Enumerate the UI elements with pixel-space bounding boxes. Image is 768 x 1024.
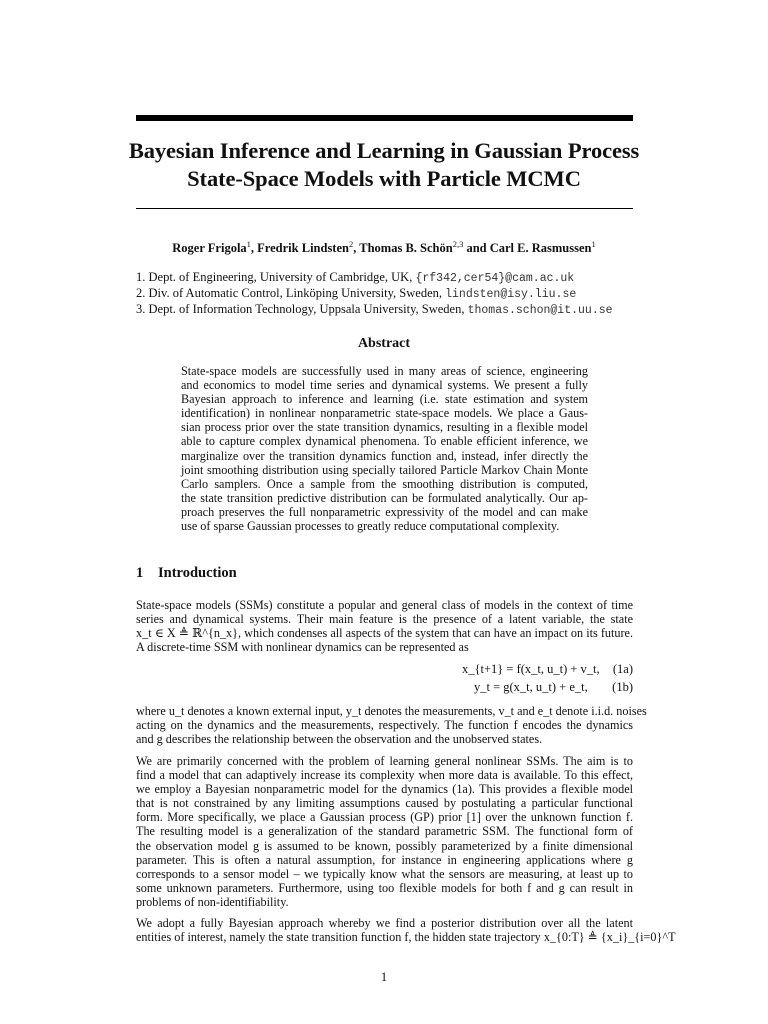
abstract-line: marginalize over the transition dynamics function and, instead, infer directly the — [181, 448, 588, 463]
paragraph-3 — [136, 754, 633, 909]
paragraph-1 — [136, 598, 633, 654]
paragraph-line: and g describes the relationship between the observation and the unobserved states. — [136, 732, 543, 747]
equation-label: (1a) — [612, 662, 633, 676]
affiliation-text: 2. Div. of Automatic Control, Linköping University, Sweden, — [136, 286, 446, 300]
paragraph-line: State-space models (SSMs) constitute a popular and general class of models in the context of time — [136, 598, 633, 612]
paragraph-line: corresponds to a sensor model – we typically know what the sensors are measuring, at least up to — [136, 866, 633, 881]
title-bottom-rule — [136, 208, 633, 209]
equation-expression: y_t = g(x_t, u_t) + e_t, — [474, 680, 588, 694]
paragraph-line: problems of non-identifiability. — [136, 894, 289, 909]
paragraph-line: series and dynamical systems. Their main feature is the presence of a latent variable, the state — [136, 612, 633, 627]
paragraph-line: x_t ∈ X ≜ ℝ^{n_x}, which condenses all aspects of the system that can have an impact on its future. — [136, 626, 633, 641]
paragraph-4 — [136, 916, 676, 945]
abstract-line: State-space models are successfully used in many areas of science, engineering — [181, 364, 588, 378]
affiliation-email[interactable]: lindsten@isy.liu.se — [445, 288, 577, 301]
abstract-line: and economics to model time series and dynamical systems. We present a fully — [181, 378, 588, 393]
title-top-rule — [136, 115, 633, 121]
paragraph-line: form. More specifically, we place a Gaussian process (GP) prior [1] over the unknown function f. — [136, 810, 633, 825]
section-heading-introduction — [136, 565, 237, 582]
paragraph-line: we employ a Bayesian nonparametric model for the dynamics (1a). This provides a flexible model — [136, 782, 633, 797]
affiliation-email[interactable]: {rf342,cer54}@cam.ac.uk — [415, 272, 575, 285]
affiliation-text: 1. Dept. of Engineering, University of Cambridge, UK, — [136, 270, 416, 284]
author-name: Thomas B. Schön — [359, 241, 453, 256]
abstract-heading: Abstract — [357, 336, 411, 351]
affiliation-text: 3. Dept. of Information Technology, Uppsala University, Sweden, — [136, 302, 468, 316]
paragraph-line: where u_t denotes a known external input, y_t denotes the measurements, v_t and e_t denote i.i.d. noises — [136, 704, 647, 718]
abstract-line: sian process prior over the state transition dynamics, resulting in a flexible model — [181, 420, 588, 435]
title-line-1: Bayesian Inference and Learning in Gaussian Process — [128, 138, 640, 163]
author-affil-mark: 1 — [591, 239, 596, 249]
paragraph-line: parameter. This is often a natural assumption, for instance in engineering applications where g — [136, 852, 633, 867]
equation-expression: x_{t+1} = f(x_t, u_t) + v_t, — [462, 662, 600, 676]
abstract-line: able to capture complex dynamical phenomena. To enable efficient inference, we — [181, 434, 588, 449]
paragraph-2 — [136, 704, 647, 747]
paragraph-line: A discrete-time SSM with nonlinear dynamics can be represented as — [136, 640, 469, 655]
abstract-line: joint smoothing distribution using specially tailored Particle Markov Chain Monte — [181, 462, 588, 477]
abstract-line: use of sparse Gaussian processes to greatly reduce computational complexity. — [181, 519, 560, 534]
abstract-line: Bayesian approach to inference and learning (i.e. state estimation and system — [181, 392, 588, 407]
section-number: 1 — [136, 565, 144, 581]
affiliation-3 — [136, 301, 656, 319]
paragraph-line: that is not constrained by any limiting assumptions caused by postulating a particular functional — [136, 796, 633, 811]
affiliation-email[interactable]: thomas.schon@it.uu.se — [467, 304, 613, 317]
page-number: 1 — [380, 970, 388, 984]
paragraph-line: entities of interest, namely the state transition function f, the hidden state trajectory x_{0:T} ≜ {x_i}_{i=0}^T — [136, 930, 676, 945]
section-title: Introduction — [158, 565, 237, 581]
abstract-line: the state transition predictive distribution can be formulated analytically. Our ap- — [181, 490, 588, 505]
paragraph-line: We adopt a fully Bayesian approach whereby we find a posterior distribution over all the latent — [136, 916, 633, 930]
equation-1a — [136, 662, 633, 678]
paragraph-line: We are primarily concerned with the problem of learning general nonlinear SSMs. The aim is to — [136, 754, 633, 768]
paragraph-line: the observation model g is assumed to be known, possibly parameterized by a finite dimensional — [136, 838, 633, 853]
equation-1b — [136, 680, 633, 696]
author-affil-mark: 2,3 — [452, 239, 464, 249]
abstract-line: identification) in nonlinear nonparametric state-space models. We place a Gaus- — [181, 406, 588, 421]
abstract-line: proach preserves the full nonparametric expressivity of the model and can make — [181, 504, 588, 519]
paragraph-line: find a model that can adaptively increase its complexity when more data is available. To this effect, — [136, 768, 633, 783]
paper-title — [100, 137, 668, 193]
title-line-2: State-Space Models with Particle MCMC — [187, 166, 581, 191]
equation-label: (1b) — [612, 680, 633, 694]
paragraph-line: acting on the dynamics and the measurements, respectively. The function f encodes the dynamics — [136, 718, 633, 733]
author-list: Roger Frigola$^1$, Fredrik Lindsten$^2$, Thomas B. Schön$^{2,3}$ and Carl E. Rasmussen$^1$ — [172, 239, 596, 256]
paragraph-line: The resulting model is a generalization of the standard parametric SSM. The functional form of — [136, 824, 633, 839]
author-name: Carl E. Rasmussen — [489, 241, 592, 256]
abstract-body — [181, 364, 588, 533]
author-affil-mark: 2 — [348, 239, 354, 249]
author-name: Fredrik Lindsten — [257, 241, 349, 256]
author-name: Roger Frigola — [172, 241, 247, 256]
paragraph-line: some unknown parameters. Furthermore, using too flexible models for both f and g can result in — [136, 880, 633, 895]
author-affil-mark: 1 — [246, 239, 251, 249]
abstract-line: Carlo samplers. Once a sample from the smoothing distribution is computed, — [181, 476, 588, 491]
